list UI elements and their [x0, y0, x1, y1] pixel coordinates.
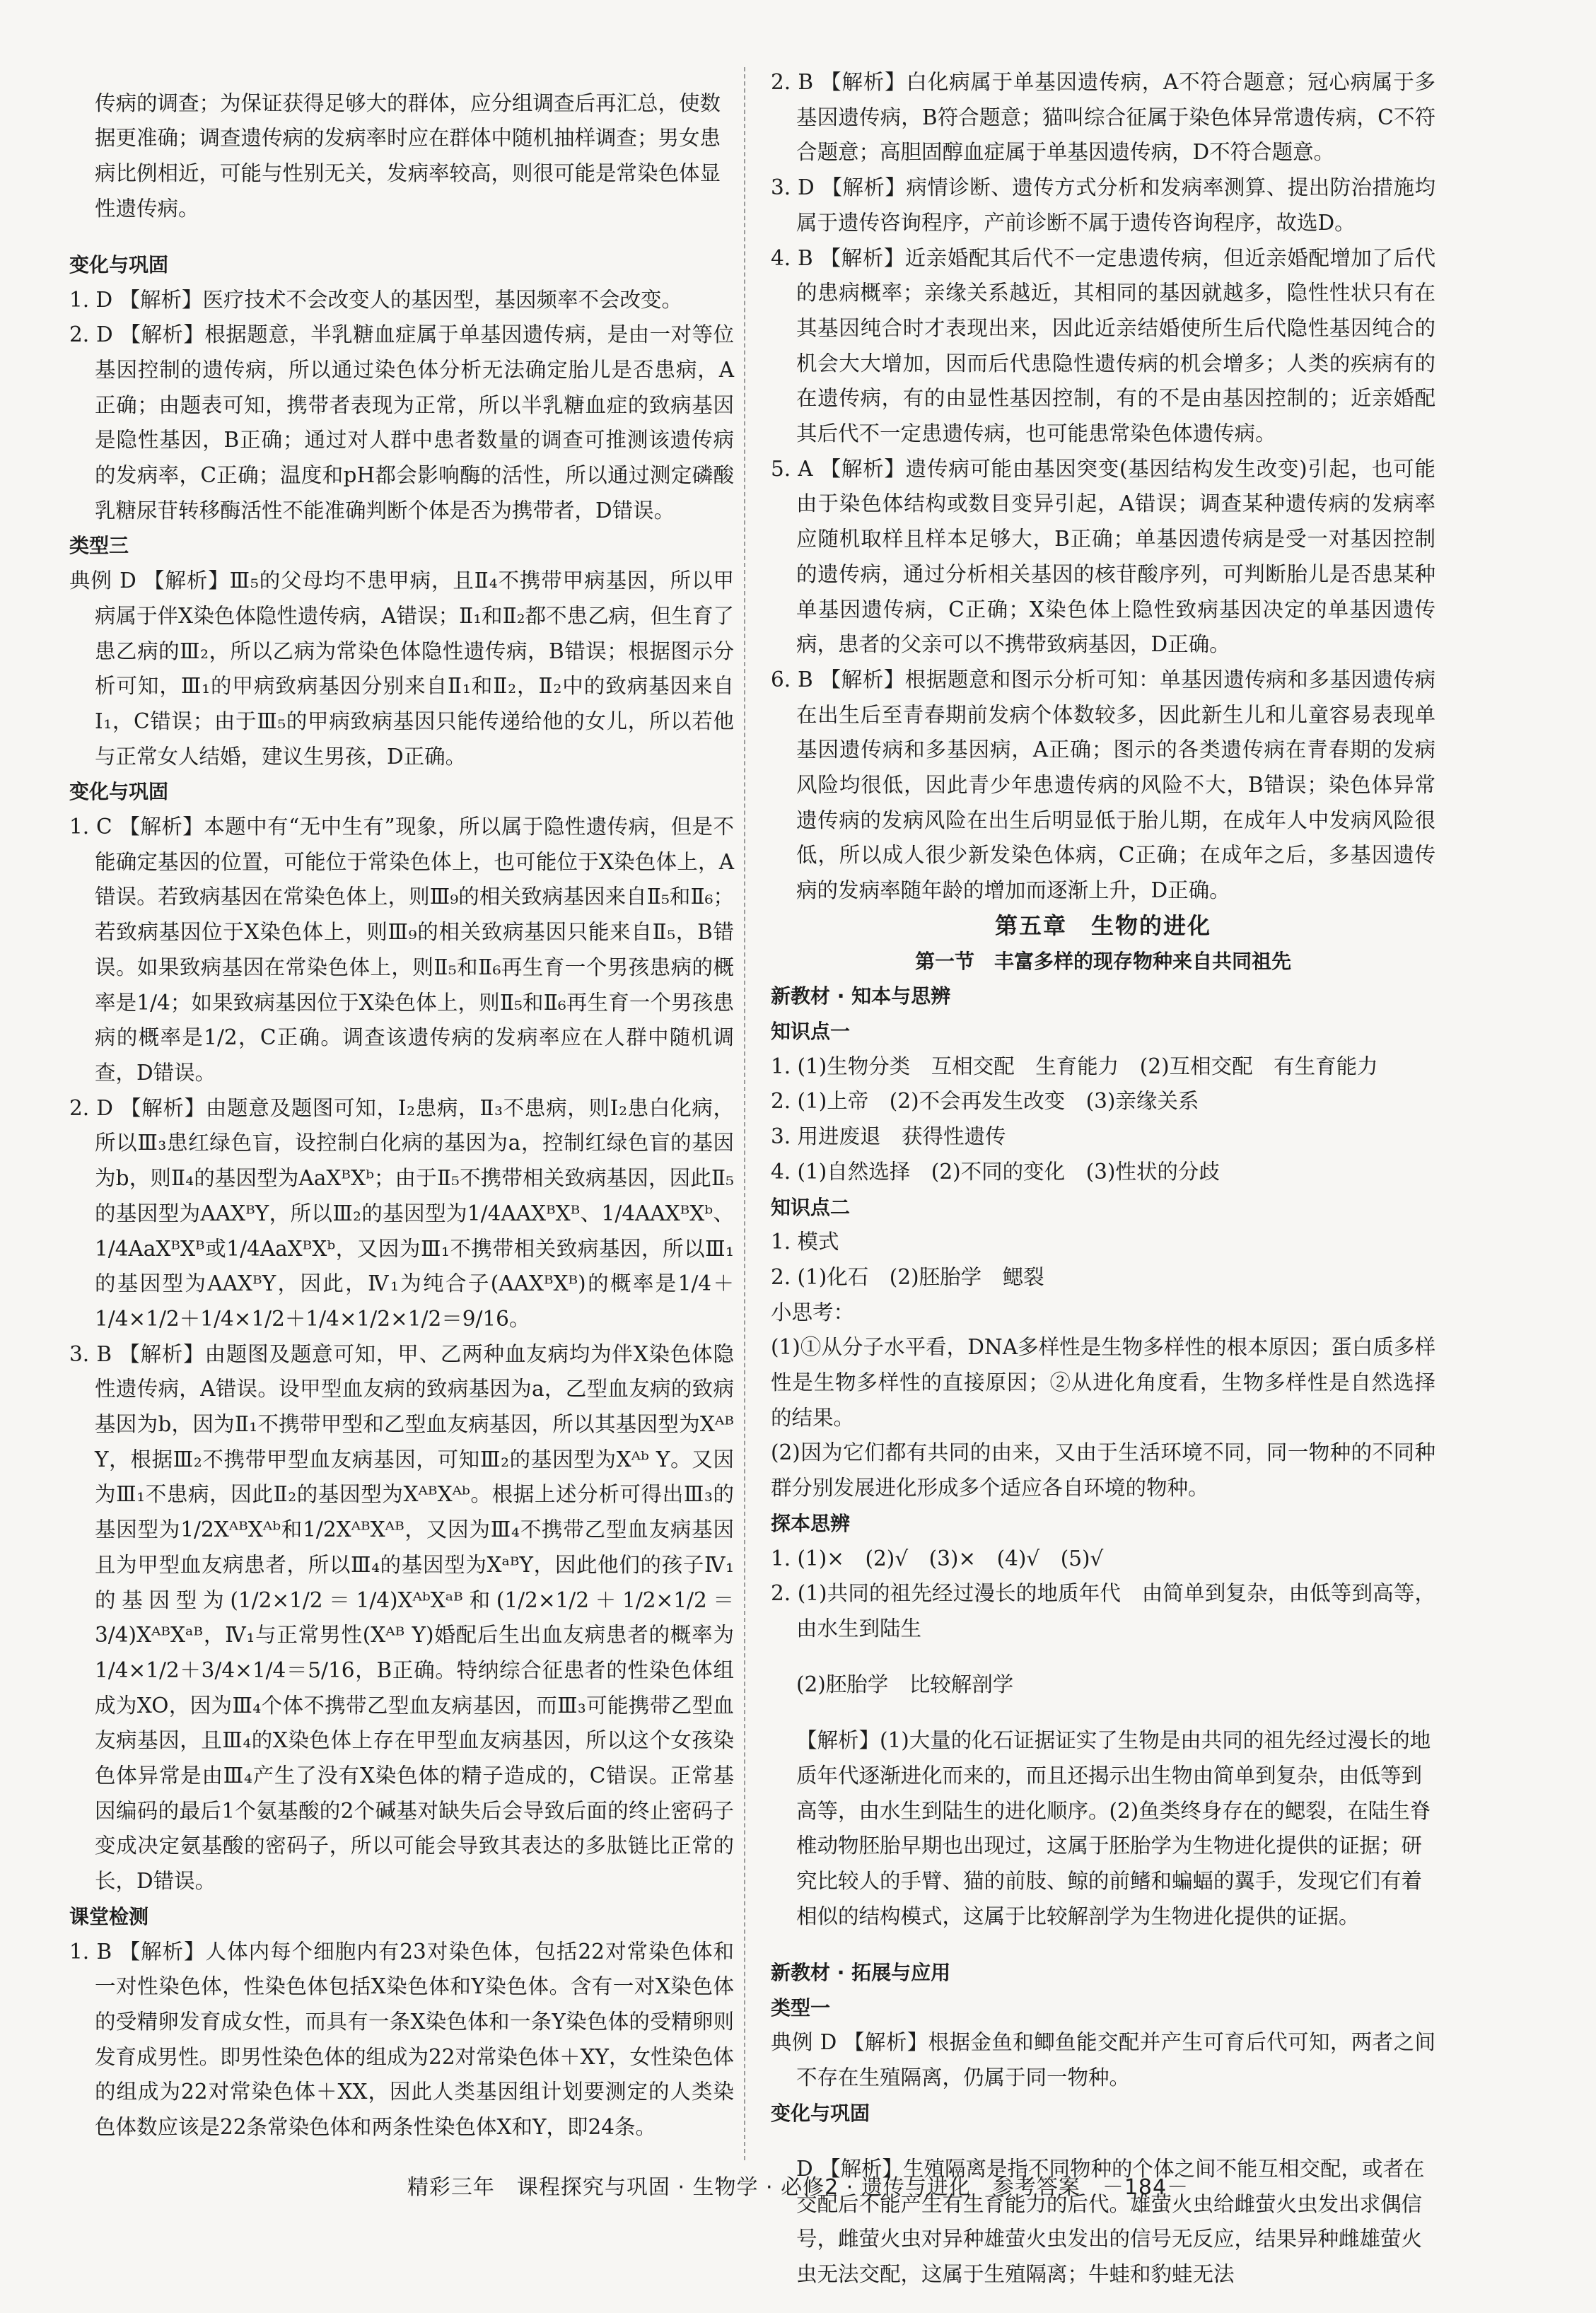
answer-paragraph: 2. D 【解析】由题意及题图可知，Ⅰ₂患病，Ⅱ₃不患病，则Ⅰ₂患白化病，所以Ⅲ₃患红绿色盲，设控制白化病的基因为a，控制红绿色盲的基因为b，则Ⅱ₄的基因型为AaXᴮXᵇ；由于Ⅱ₅不携带相关致病基因，因此Ⅱ₅的基因型为AAXᴮY，所以Ⅲ₂的基因型为1/4AAXᴮXᴮ、1/4AAXᴮXᵇ、1/4AaXᴮXᴮ或1/4AaXᴮXᵇ，又因为Ⅲ₁不携带相关致病基因，所以Ⅲ₁的基因型为AAXᴮY，因此，Ⅳ₁为纯合子(AAXᴮXᴮ)的概率是1/4＋1/4×1/2＋1/4×1/2＋1/4×1/2×1/2＝9/16。 — [69, 1095, 734, 1331]
left-column — [69, 65, 734, 2145]
answer-paragraph: 2. (1)共同的祖先经过漫长的地质年代 由简单到复杂，由低等到高等，由水生到陆生 — [771, 1581, 1435, 1641]
answer-paragraph: 3. B 【解析】由题图及题意可知，甲、乙两种血友病均为伴X染色体隐性遗传病，A错误。设甲型血友病的致病基因为a，乙型血友病的致病基因为b，因为Ⅱ₁不携带甲型和乙型血友病基因，所以其基因型为Xᴬᴮ Y，根据Ⅲ₂不携带甲型血友病基因，可知Ⅲ₂的基因型为Xᴬᵇ Y。又因为Ⅲ₁不患病，因此Ⅱ₂的基因型为XᴬᴮXᴬᵇ。根据上述分析可得出Ⅲ₃的基因型为1/2XᴬᴮXᴬᵇ和1/2XᴬᴮXᴬᴮ，又因为Ⅲ₄不携带乙型血友病基因且为甲型血友病患者，所以Ⅲ₄的基因型为XᵃᴮY，因此他们的孩子Ⅳ₁的基因型为(1/2×1/2＝1/4)XᴬᵇXᵃᴮ和(1/2×1/2＋1/2×1/2＝3/4)XᴬᴮXᵃᴮ，Ⅳ₁与正常男性(Xᴬᴮ Y)婚配后生出血友病患者的概率为1/4×1/2＋3/4×1/4＝5/16，B正确。特纳综合征患者的性染色体组成为XO，因为Ⅲ₄个体不携带乙型血友病基因，而Ⅲ₃可能携带乙型血友病基因，且Ⅲ₄的X染色体上存在甲型血友病基因，所以这个女孩染色体异常是由Ⅲ₄产生了没有X染色体的精子造成的，C错误。正常基因编码的最后1个氨基酸的2个碱基对缺失后会导致后面的终止密码子变成决定氨基酸的密码子，所以可能会导致其表达的多肽链比正常的长，D错误。 — [69, 1341, 734, 1894]
section-heading: 变化与巩固 — [771, 2101, 870, 2125]
section-heading: 新教材 · 拓展与应用 — [771, 1961, 951, 1985]
chapter-title: 第五章 生物的进化 — [994, 911, 1211, 939]
answer-paragraph: 4. (1)自然选择 (2)不同的变化 (3)性状的分歧 — [771, 1159, 1220, 1184]
answer-paragraph: 1. (1)生物分类 互相交配 生育能力 (2)互相交配 有生育能力 — [771, 1054, 1378, 1078]
section-heading: 新教材 · 知本与思辨 — [771, 984, 951, 1008]
answer-paragraph: 1. D 【解析】医疗技术不会改变人的基因型，基因频率不会改变。 — [69, 287, 683, 312]
answer-paragraph: 2. (1)上帝 (2)不会再发生改变 (3)亲缘关系 — [771, 1089, 1199, 1114]
section-heading: 知识点一 — [771, 1019, 851, 1043]
answer-paragraph: 小思考： — [771, 1300, 855, 1324]
section-heading: 类型一 — [771, 1996, 831, 2020]
answer-paragraph: 2. D 【解析】根据题意，半乳糖血症属于单基因遗传病，是由一对等位基因控制的遗传病，所以通过染色体分析无法确定胎儿是否患病，A正确；由题表可知，携带者表现为正常，所以半乳糖血症的致病基因是隐性基因，B正确；通过对人群中患者数量的调查可推测该遗传病的发病率，C正确；温度和pH都会影响酶的活性，所以通过测定磷酸乳糖尿苷转移酶活性不能准确判断个体是否为携带者，D错误。 — [69, 322, 734, 523]
answer-paragraph: 1. C 【解析】本题中有“无中生有”现象，所以属于隐性遗传病，但是不能确定基因的位置，可能位于常染色体上，也可能位于X染色体上，A错误。若致病基因在常染色体上，则Ⅲ₉的相关致病基因来自Ⅱ₅和Ⅱ₆；若致病基因位于X染色体上，则Ⅲ₉的相关致病基因只能来自Ⅱ₅，B错误。如果致病基因在常染色体上，则Ⅱ₅和Ⅱ₆再生育一个男孩患病的概率是1/4；如果致病基因位于X染色体上，则Ⅱ₅和Ⅱ₆再生育一个男孩患病的概率是1/2，C正确。调查该遗传病的发病率应在人群中随机调查，D错误。 — [69, 815, 734, 1085]
section-heading: 课堂检测 — [69, 1904, 149, 1928]
answer-paragraph: 5. A 【解析】遗传病可能由基因突变(基因结构发生改变)引起，也可能由于染色体结构或数目变异引起，A错误；调查某种遗传病的发病率应随机取样且样本足够大，B正确；单基因遗传病是受一对基因控制的遗传病，通过分析相关基因的核苷酸序列，可判断胎儿是否患某种单基因遗传病，C正确；X染色体上隐性致病基因决定的单基因遗传病，患者的父亲可以不携带致病基因，D正确。 — [771, 456, 1435, 657]
answer-paragraph: 2. B 【解析】白化病属于单基因遗传病，A不符合题意；冠心病属于多基因遗传病，B符合题意；猫叫综合征属于染色体异常遗传病，C不符合题意；高胆固醇血症属于单基因遗传病，D不符合题意。 — [771, 70, 1435, 165]
section-heading: 变化与巩固 — [69, 780, 169, 804]
answer-paragraph: 4. B 【解析】近亲婚配其后代不一定患遗传病，但近亲婚配增加了后代的患病概率；亲缘关系越近，其相同的基因就越多，隐性性状只有在其基因纯合时才表现出来，因此近亲结婚使所生后代隐性基因纯合的机会大大增加，因而后代患隐性遗传病的机会增多；人类的疾病有的在遗传病，有的由显性基因控制，有的不是由基因控制的；近亲婚配其后代不一定患遗传病，也可能患常染色体遗传病。 — [771, 245, 1435, 446]
answer-paragraph: 典例 D 【解析】根据金鱼和鲫鱼能交配并产生可育后代可知，两者之间不存在生殖隔离，仍属于同一物种。 — [771, 2030, 1435, 2090]
answer-paragraph: 1. B 【解析】人体内每个细胞内有23对染色体，包括22对常染色体和一对性染色体，性染色体包括X染色体和Y染色体。含有一对X染色体的受精卵发育成女性，而具有一条X染色体和一条Y染色体的受精卵则发育成男性。即男性染色体的组成为22对常染色体＋XY，女性染色体的组成为22对常染色体＋XX，因此人类基因组计划要测定的人类染色体数应该是22条常染色体和两条性染色体X和Y，即24条。 — [69, 1939, 735, 2140]
answer-paragraph: 1. (1)× (2)√ (3)× (4)√ (5)√ — [771, 1546, 1104, 1571]
answer-paragraph: 6. B 【解析】根据题意和图示分析可知：单基因遗传病和多基因遗传病在出生后至青春期前发病个体数较多，因此新生儿和儿童容易表现单基因遗传病和多基因病，A正确；图示的各类遗传病在青春期的发病风险均很低，因此青少年患遗传病的风险不大，B错误；染色体异常遗传病的发病风险在出生后明显低于胎儿期，在成年人中发病风险很低，所以成人很少新发染色体病，C正确；在成年之后，多基因遗传病的发病率随年龄的增加而逐渐上升，D正确。 — [771, 667, 1435, 903]
answer-paragraph: (2)因为它们都有共同的由来，又由于生活环境不同，同一物种的不同种群分别发展进化形成多个适应各自环境的物种。 — [771, 1440, 1435, 1501]
section-heading: 变化与巩固 — [69, 252, 169, 276]
section-heading: 类型三 — [69, 534, 129, 558]
section-heading: 探本思辨 — [771, 1511, 851, 1535]
answer-paragraph: 典例 D 【解析】Ⅲ₅的父母均不患甲病，且Ⅱ₄不携带甲病基因，所以甲病属于伴X染色体隐性遗传病，A错误；Ⅱ₁和Ⅱ₂都不患乙病，但生育了患乙病的Ⅲ₂，所以乙病为常染色体隐性遗传病，B错误；根据图示分析可知，Ⅲ₁的甲病致病基因分别来自Ⅱ₁和Ⅱ₂，Ⅱ₂中的致病基因来自Ⅰ₁，C错误；由于Ⅲ₅的甲病致病基因只能传递给他的女儿，所以若他与正常女人结婚，建议生男孩，D正确。 — [69, 569, 734, 769]
answer-paragraph: 传病的调查；为保证获得足够大的群体，应分组调查后再汇总，使数据更准确；调查遗传病的发病率时应在群体中随机抽样调查；男女患病比例相近，可能与性别无关，发病率较高，则很可能是常染色体显性遗传病。 — [95, 91, 721, 221]
answer-paragraph: (2)胚胎学 比较解剖学 — [796, 1672, 1014, 1697]
right-column — [771, 65, 1435, 2313]
answer-paragraph: (1)①从分子水平看，DNA多样性是生物多样性的根本原因；蛋白质多样性是生物多样性的直接原因；②从进化角度看，生物多样性是自然选择的结果。 — [771, 1335, 1435, 1430]
answer-paragraph: 【解析】(1)大量的化石证据证实了生物是由共同的祖先经过漫长的地质年代逐渐进化而来的，而且还揭示出生物由简单到复杂，由低等到高等，由水生到陆生的进化顺序。(2)鱼类终身存在的鳃裂，在陆生脊椎动物胚胎早期也出现过，这属于胚胎学为生物进化提供的证据；研究比较人的手臂、猫的前肢、鲸的前鳍和蝙蝠的翼手，发现它们有着相似的结构模式，这属于比较解剖学为生物进化提供的证据。 — [796, 1728, 1431, 1928]
lesson-title: 第一节 丰富多样的现存物种来自共同祖先 — [914, 949, 1291, 973]
column-divider — [744, 67, 745, 2160]
section-heading: 知识点二 — [771, 1195, 851, 1219]
answer-paragraph: 3. 用进废退 获得性遗传 — [771, 1124, 1006, 1149]
answer-paragraph: D 【解析】生殖隔离是指不同物种的个体之间不能互相交配，或者在交配后不能产生有生育能力的后代。雄萤火虫给雌萤火虫发出求偶信号，雌萤火虫对异种雄萤火虫发出的信号无反应，结果异种雌雄萤火虫无法交配，这属于生殖隔离；牛蛙和豹蛙无法 — [796, 2157, 1425, 2287]
answer-paragraph: 1. 模式 — [771, 1230, 839, 1254]
answer-paragraph: 2. (1)化石 (2)胚胎学 鳃裂 — [771, 1264, 1044, 1289]
page-footer: 精彩三年 课程探究与巩固 · 生物学 · 必修2 · 遗传与进化 参考答案 －184－ — [407, 2175, 1189, 2200]
answer-paragraph: 3. D 【解析】病情诊断、遗传方式分析和发病率测算、提出防治措施均属于遗传咨询程序，产前诊断不属于遗传咨询程序，故选D。 — [771, 175, 1435, 235]
